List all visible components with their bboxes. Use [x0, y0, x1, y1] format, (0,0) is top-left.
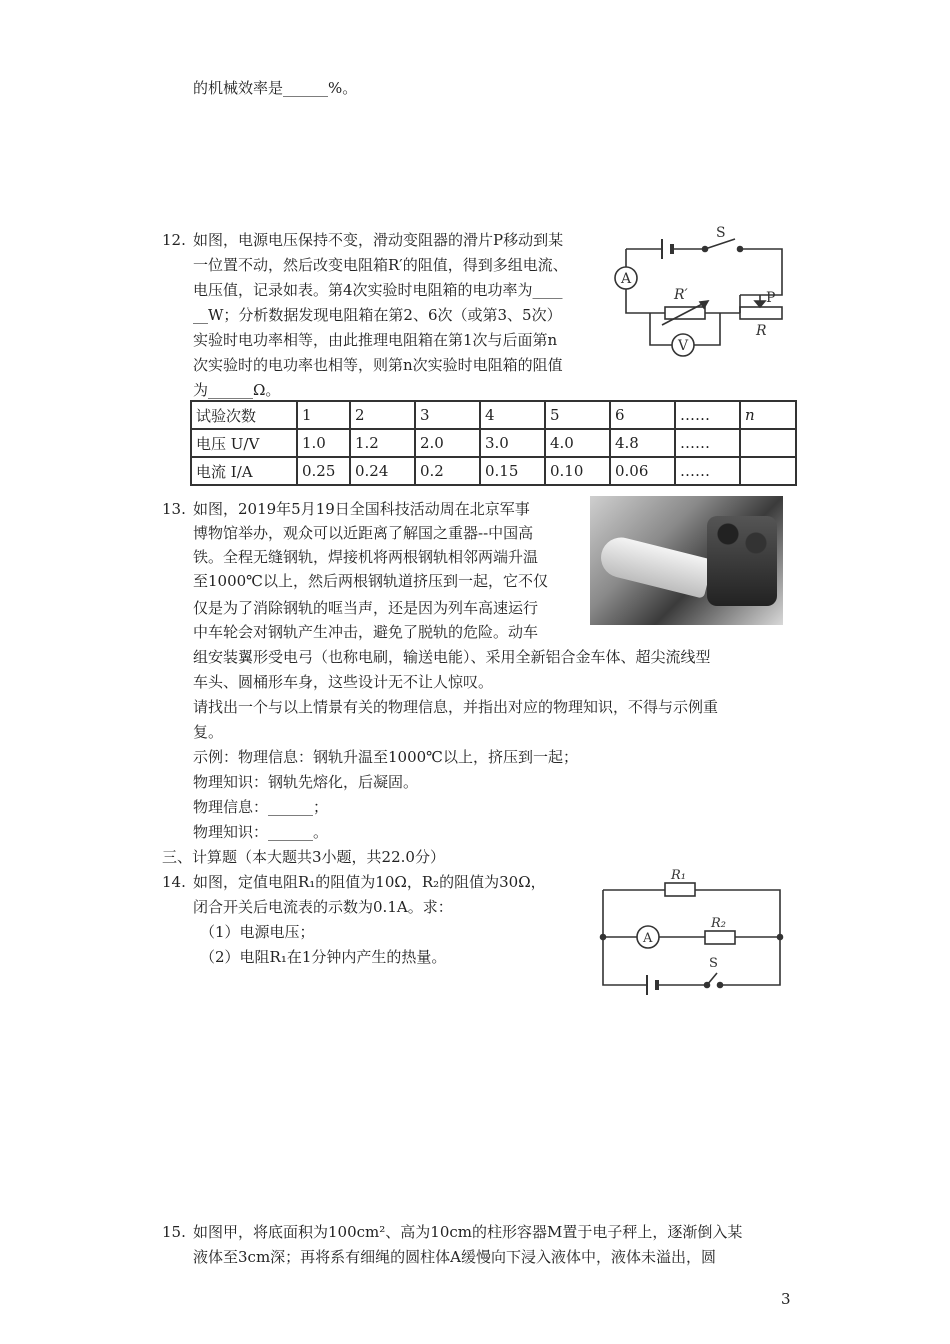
q12-label-voltmeter: V [678, 338, 689, 354]
table-cell: …… [675, 457, 740, 485]
table-cell: …… [675, 401, 740, 429]
page-number: 3 [781, 1290, 791, 1308]
q12-number: 12. [162, 231, 186, 249]
table-cell: 1.0 [297, 429, 350, 457]
q13-line: 至1000℃以上，然后两根钢轨道挤压到一起，它不仅 [193, 572, 548, 590]
q13-line: 博物馆举办，观众可以近距离了解国之重器--中国高 [193, 524, 534, 542]
table-cell: 0.2 [415, 457, 480, 485]
table-row [191, 401, 796, 429]
q12-line: 次实验时的电功率也相等，则第n次实验时电阻箱的阻值 [193, 356, 563, 374]
q13-line: 铁。全程无缝钢轨，焊接机将两根钢轨相邻两端升温 [193, 548, 539, 566]
table-cell [740, 429, 796, 457]
q12-label-slider: P [766, 290, 776, 306]
table-cell: 电压 U/V [191, 429, 297, 457]
table-cell: 电流 I/A [191, 457, 297, 485]
table-cell: 0.25 [297, 457, 350, 485]
table-cell: 0.10 [545, 457, 610, 485]
q12-data-table [190, 400, 797, 486]
q13-line: 物理信息：______； [193, 798, 329, 816]
q12-circuit-diagram [610, 225, 790, 365]
q13-line: 请找出一个与以上情景有关的物理信息，并指出对应的物理知识，不得与示例重 [193, 698, 719, 716]
table-cell: …… [675, 429, 740, 457]
table-cell [740, 457, 796, 485]
q15-number: 15. [162, 1223, 186, 1241]
table-cell: 0.06 [610, 457, 675, 485]
q14-label-ammeter: A [643, 931, 653, 946]
q13-line: 物理知识：钢轨先熔化，后凝固。 [193, 773, 419, 791]
q12-line: 实验时电功率相等，由此推理电阻箱在第1次与后面第n [193, 331, 558, 349]
q13-line: 示例：物理信息：钢轨升温至1000℃以上，挤压到一起； [193, 748, 578, 766]
table-row [191, 457, 796, 485]
q15-line: 如图甲，将底面积为100cm²、高为10cm的柱形容器M置于电子秤上，逐渐倒入某 [193, 1223, 743, 1241]
table-cell: 3.0 [480, 429, 545, 457]
q12-line: 一位置不动，然后改变电阻箱R′的阻值，得到多组电流、 [193, 256, 568, 274]
q13-number: 13. [162, 500, 186, 518]
q12-label-rbox: R′ [674, 287, 688, 303]
q12-line: 为______Ω。 [193, 381, 281, 399]
q13-line: 复。 [193, 723, 224, 741]
q14-line: （2）电阻R₁在1分钟内产生的热量。 [200, 948, 447, 966]
q14-line: 闭合开关后电流表的示数为0.1A。求： [193, 898, 453, 916]
q14-label-switch: S [709, 956, 718, 971]
top-line: 的机械效率是______%。 [193, 79, 358, 97]
table-cell: 1.2 [350, 429, 415, 457]
train-shape [597, 533, 713, 598]
q12-line: 如图，电源电压保持不变，滑动变阻器的滑片P移动到某 [193, 231, 564, 249]
table-cell: 6 [610, 401, 675, 429]
table-cell: n [740, 401, 796, 429]
table-cell: 4 [480, 401, 545, 429]
q14-line: 如图，定值电阻R₁的阻值为10Ω，R₂的阻值为30Ω， [193, 873, 546, 891]
table-cell: 试验次数 [191, 401, 297, 429]
q13-line: 中车轮会对钢轨产生冲击，避免了脱轨的危险。动车 [193, 623, 539, 641]
high-speed-train-photo [590, 496, 783, 625]
q14-number: 14. [162, 873, 186, 891]
q13-line: 组安装翼形受电弓（也称电刷，输送电能）、采用全新铝合金车体、超尖流线型 [193, 648, 711, 666]
q13-line: 车头、圆桶形车身，这些设计无不让人惊叹。 [193, 673, 494, 691]
q12-label-rheostat: R [756, 323, 767, 339]
table-cell: 0.15 [480, 457, 545, 485]
q14-line: （1）电源电压； [200, 923, 315, 941]
table-cell: 2.0 [415, 429, 480, 457]
table-cell: 3 [415, 401, 480, 429]
table-cell: 4.8 [610, 429, 675, 457]
table-cell: 4.0 [545, 429, 610, 457]
visitors-shape [707, 516, 777, 606]
table-cell: 0.24 [350, 457, 415, 485]
q13-line: 如图，2019年5月19日全国科技活动周在北京军事 [193, 500, 530, 518]
q12-label-ammeter: A [621, 271, 632, 287]
section-heading: 三、计算题（本大题共3小题，共22.0分） [162, 848, 445, 866]
q13-line: 仅是为了消除钢轨的哐当声，还是因为列车高速运行 [193, 599, 539, 617]
q14-label-r1: R₁ [671, 868, 686, 883]
q15-line: 液体至3cm深；再将系有细绳的圆柱体A缓慢向下浸入液体中，液体未溢出，圆 [193, 1248, 717, 1266]
q12-line: 电压值，记录如表。第4次实验时电阻箱的电功率为____ [193, 281, 563, 299]
q13-line: 物理知识：______。 [193, 823, 329, 841]
table-cell: 5 [545, 401, 610, 429]
q12-line: __W；分析数据发现电阻箱在第2、6次（或第3、5次） [193, 306, 562, 324]
q14-circuit-diagram [595, 865, 790, 995]
table-cell: 2 [350, 401, 415, 429]
table-row [191, 429, 796, 457]
q14-label-r2: R₂ [711, 916, 726, 931]
table-cell: 1 [297, 401, 350, 429]
q12-label-switch: S [716, 225, 726, 241]
